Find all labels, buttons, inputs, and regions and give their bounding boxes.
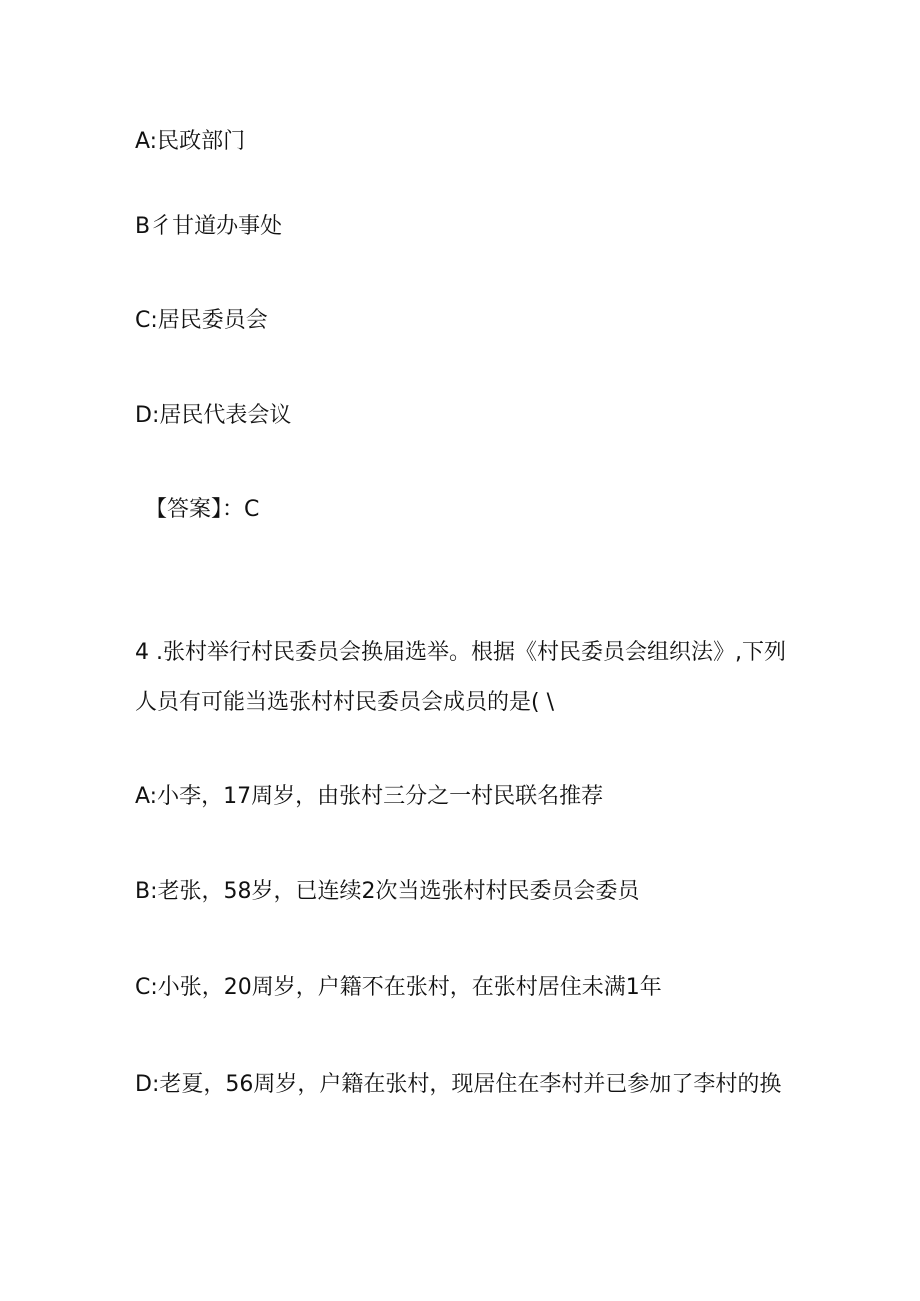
q4-option-b: B:老张，58岁，已连续2次当选张村村民委员会委员 [135, 879, 640, 904]
q3-option-d: D:居民代表会议 [135, 403, 292, 428]
q3-option-a: A:民政部门 [135, 129, 246, 154]
q3-option-b: B彳甘道办事处 [135, 214, 283, 239]
q4-option-a: A:小李，17周岁，由张村三分之一村民联名推荐 [135, 784, 604, 809]
q4-stem-line-2: 人员有可能当选张村村民委员会成员的是( \ [135, 690, 554, 715]
q3-option-c: C:居民委员会 [135, 308, 268, 333]
q3-answer: 【答案】：C [145, 497, 260, 522]
q4-stem-line-1: 4 .张村举行村民委员会换届选举。根据《村民委员会组织法》,下列 [135, 640, 786, 665]
q4-option-d: D:老夏，56周岁，户籍在张村，现居住在李村并已参加了李村的换 [135, 1072, 782, 1097]
q4-option-c: C:小张，20周岁，户籍不在张村，在张村居住未满1年 [135, 975, 662, 1000]
